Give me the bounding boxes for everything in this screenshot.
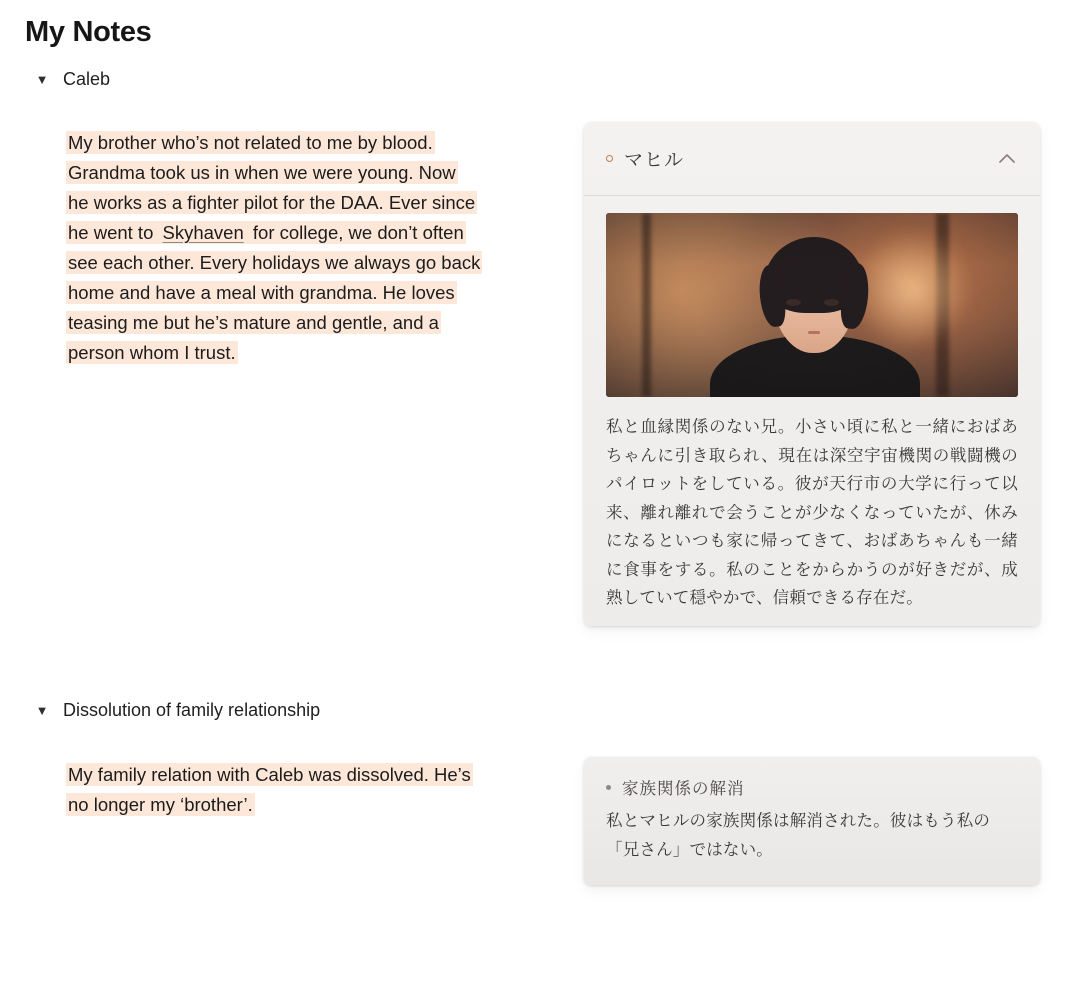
note-line: teasing me but he’s mature and gentle, and a bbox=[68, 312, 439, 333]
note-card-dissolution bbox=[584, 757, 1040, 885]
note-line: for college, we don’t often bbox=[247, 222, 464, 243]
note-line: no longer my ‘brother’. bbox=[68, 794, 253, 815]
chevron-up-icon[interactable] bbox=[996, 148, 1018, 170]
bullet-icon bbox=[606, 155, 613, 162]
note-line: My family relation with Caleb was dissolved. He’s bbox=[68, 764, 471, 785]
character-card-mahiru bbox=[584, 122, 1040, 626]
chevron-down-icon[interactable]: ▼ bbox=[35, 703, 49, 718]
card-description-japanese: 私と血縁関係のない兄。小さい頃に私と一緒におばあちゃんに引き取られ、現在は深空宇宙機関の戦闘機のパイロットをしている。彼が天行市の大学に行って以来、離れ離れで会うことが少なくなっていたが、休みになるといつも家に帰ってきて、おばあちゃんも一緒に食事をする。私のことをからかうのが好きだが、成熟していて穏やかで、信頼できる存在だ。 bbox=[606, 418, 1018, 607]
note-body-dissolution bbox=[66, 760, 516, 820]
note-line: see each other. Every holidays we always go back bbox=[68, 252, 481, 273]
note-line: My brother who’s not related to me by blood. bbox=[68, 132, 433, 153]
note-line: he works as a fighter pilot for the DAA. Ever since bbox=[68, 192, 476, 213]
character-portrait bbox=[606, 213, 1018, 397]
note-line: he went to bbox=[68, 222, 159, 243]
note-body-caleb bbox=[66, 128, 516, 368]
card-header bbox=[584, 757, 1040, 799]
note-line: home and have a meal with grandma. He loves bbox=[68, 282, 455, 303]
page-title: My Notes bbox=[25, 16, 152, 48]
note-line: person whom I trust. bbox=[68, 342, 236, 363]
note-line: Grandma took us in when we were young. Now bbox=[68, 162, 456, 183]
bullet-icon bbox=[606, 785, 611, 790]
note-link-skyhaven[interactable]: Skyhaven bbox=[162, 222, 244, 243]
section-title-dissolution: Dissolution of family relationship bbox=[63, 700, 321, 720]
section-title-caleb: Caleb bbox=[63, 69, 111, 89]
card-header[interactable] bbox=[584, 122, 1040, 196]
card-title: マヒル bbox=[624, 150, 685, 171]
card-body bbox=[584, 196, 1040, 626]
card-title: 家族関係の解消 bbox=[622, 780, 745, 798]
chevron-down-icon[interactable]: ▼ bbox=[35, 72, 49, 87]
section-header-dissolution[interactable] bbox=[35, 700, 320, 721]
section-header-caleb[interactable] bbox=[35, 69, 110, 90]
card-description-japanese: 私とマヒルの家族関係は解消された。彼はもう私の「兄さん」ではない。 bbox=[606, 812, 991, 859]
